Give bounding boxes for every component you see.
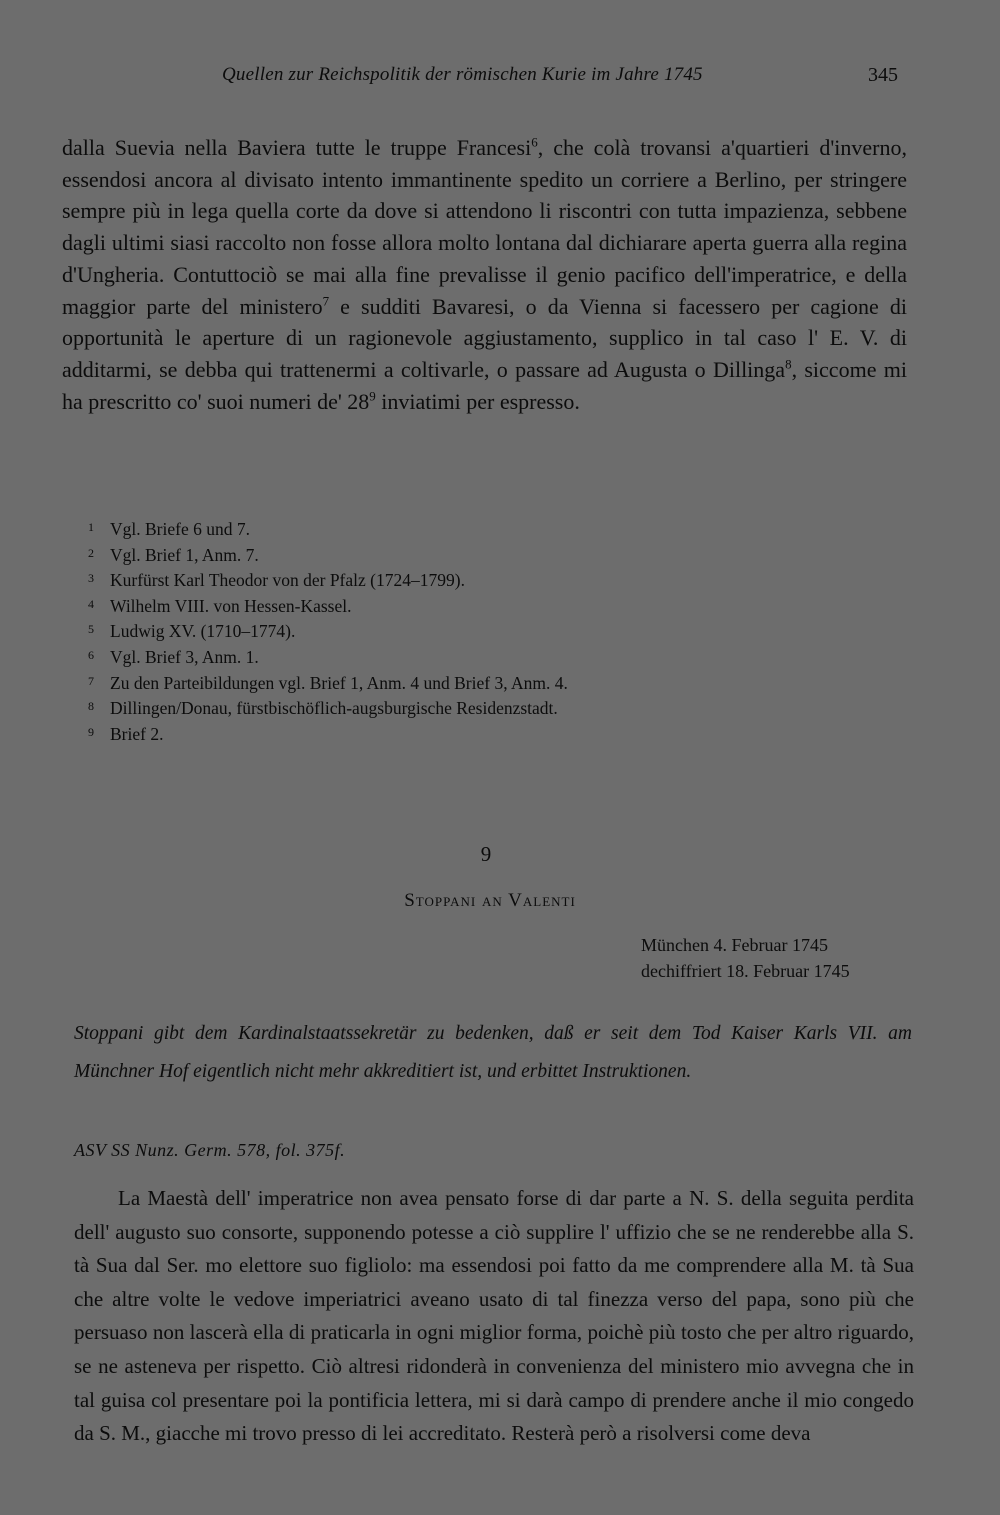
- footnote-number: 8: [88, 699, 94, 714]
- letter-paragraph: La Maestà dell' imperatrice non avea pensato forse di dar parte a N. S. della seguita perdita dell' augusto suo consorte, supponendo potesse a ciò supplire l' uffizio che se ne renderebbe alla S. tà Sua dal Ser. mo elettore suo figliolo: ma essendosi poi fatto da me comprendere alla M. tà Sua che altre volte le vedove imperiatrici aveano usato di tal finezza verso del papa, sono più che persuaso non lascerà ella di praticarla in ogni miglior forma, poichè più tosto che per altro riguardo, se ne asteneva per rispetto. Ciò altresi ridonderà in convenienza del ministero mio avvegna che in tal guisa col presentare poi la pontificia lettera, mi si darà campo di prendere anche il mio congedo da S. M., giacche mi trovo presso di lei accreditato. Resterà però a risolversi come deva: [74, 1186, 914, 1446]
- footnote-number: 1: [88, 520, 94, 534]
- footnote-text: Brief 2.: [110, 723, 164, 744]
- footnote-ref-9: 9: [369, 388, 376, 404]
- footnote-ref-6: 6: [531, 134, 538, 150]
- footnote: [88, 618, 788, 644]
- footnote: [88, 670, 788, 696]
- footnote-number: 6: [88, 647, 94, 662]
- footnotes: [88, 516, 788, 746]
- footnote-number: 5: [88, 622, 94, 637]
- letter-body: [74, 1182, 914, 1451]
- footnote-text: Wilhelm VIII. von Hessen-Kassel.: [110, 595, 352, 616]
- paragraph-text-3: e sudditi Bavaresi, o da Vienna si facessero per cagione di opportunità le aperture di un ragionevole aggiustamento, supplico in tal caso l' E. V. di additarmi, se debba qui trattenermi a coltivarle, o passare ad Augusta o Dillinga: [62, 293, 908, 382]
- archival-source: ASV SS Nunz. Germ. 578, fol. 375f.: [74, 1140, 346, 1160]
- footnote-number: 4: [88, 596, 94, 611]
- footnote-number: 7: [88, 673, 94, 688]
- footnote-text: Zu den Parteibildungen vgl. Brief 1, Anm. 4 und Brief 3, Anm. 4.: [110, 672, 568, 693]
- footnote-text: Vgl. Briefe 6 und 7.: [110, 519, 250, 539]
- dateline: [641, 932, 850, 984]
- document-title: Stoppani an Valenti: [404, 890, 576, 911]
- footnote-ref-8: 8: [785, 356, 792, 372]
- footnote: [88, 644, 788, 670]
- footnote: [88, 721, 788, 747]
- document-summary: Stoppani gibt dem Kardinalstaatssekretär zu bedenken, daß er seit dem Tod Kaiser Karls VII. am Münchner Hof eigentlich nicht mehr akkreditiert ist, und erbittet Instruktionen.: [74, 1023, 912, 1082]
- page-number: 345: [868, 64, 898, 86]
- footnote-text: Vgl. Brief 3, Anm. 1.: [110, 646, 259, 667]
- place-date: München 4. Februar 1745: [641, 935, 828, 955]
- footnote: [88, 542, 788, 568]
- running-head: Quellen zur Reichspolitik der römischen Kurie im Jahre 1745: [222, 64, 703, 85]
- footnote-number: 3: [88, 571, 94, 586]
- paragraph-text-1: dalla Suevia nella Baviera tutte le truppe Francesi: [62, 135, 532, 160]
- footnote-text: Kurfürst Karl Theodor von der Pfalz (1724–1799).: [110, 570, 465, 591]
- paragraph-text-5: inviatimi per espresso.: [375, 388, 580, 414]
- document-number: 9: [480, 842, 492, 866]
- footnote-text: Dillingen/Donau, fürstbischöflich-augsburgische Residenzstadt.: [110, 698, 558, 719]
- footnote: [88, 593, 788, 619]
- footnote-number: 9: [88, 724, 94, 739]
- footnote-text: Vgl. Brief 1, Anm. 7.: [110, 544, 259, 565]
- continuation-paragraph: [62, 132, 907, 417]
- footnote-number: 2: [88, 545, 94, 560]
- deciphered-date: dechiffriert 18. Februar 1745: [641, 961, 850, 981]
- paragraph-text-2: , che colà trovansi a'quartieri d'inverno, essendosi ancora al divisato intento immantinente spedito un corriere a Berlino, per stringere sempre più in lega quella corte da dove si attendono li riscontri con tutta impazienza, sebbene dagli ultimi siasi raccolto non fosse allora molto lontana dal dichiarare aperta guerra alla regina d'Ungheria. Contuttociò se mai alla fine prevalisse il genio pacifico dell'imperatrice, e della maggior parte del ministero: [62, 135, 907, 319]
- paragraph-text-4: , siccome mi ha prescritto co' suoi numeri de' 28: [62, 356, 907, 414]
- footnote-ref-7: 7: [322, 293, 330, 309]
- footnote-text: Ludwig XV. (1710–1774).: [110, 621, 296, 642]
- footnote: [88, 567, 788, 593]
- footnote: [88, 516, 788, 542]
- footnote: [88, 695, 788, 721]
